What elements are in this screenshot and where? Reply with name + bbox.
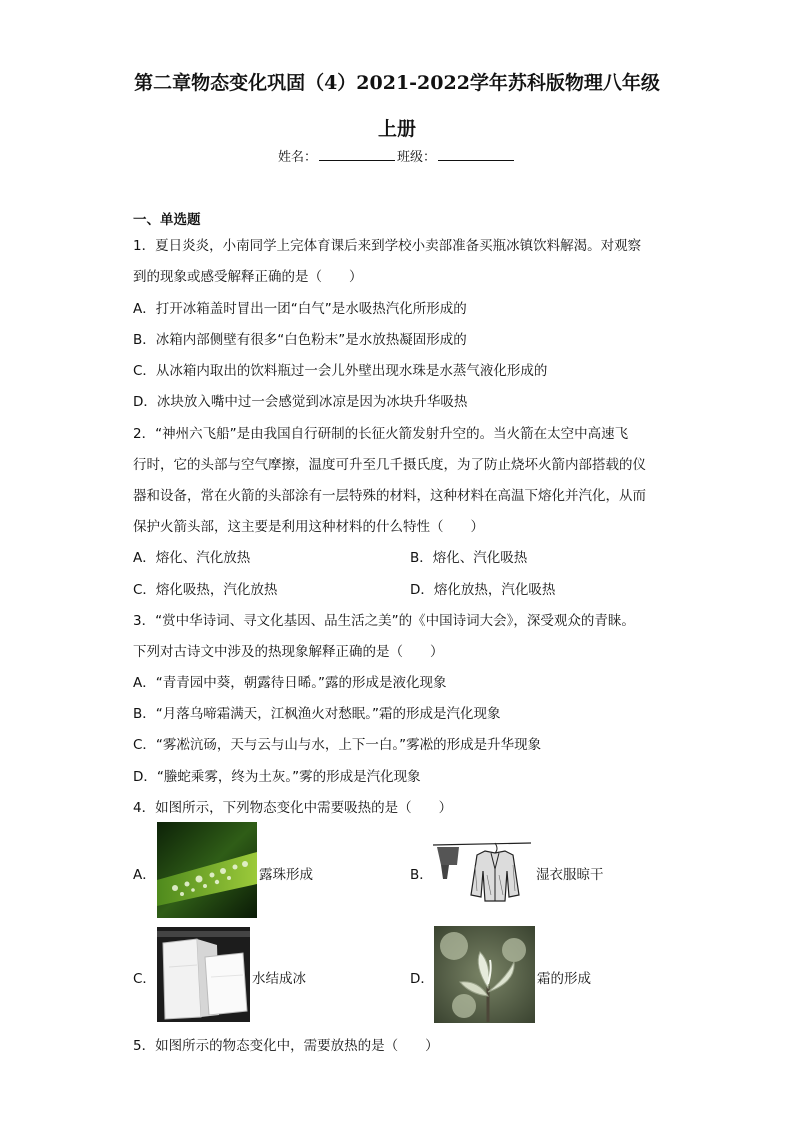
q1-option-b: B．冰箱内部侧壁有很多“白色粉末”是水放热凝固形成的 — [133, 332, 467, 348]
frost-plant-image — [434, 926, 535, 1023]
wet-clothes-image — [433, 835, 531, 907]
q4-option-d-label: D． — [410, 971, 434, 987]
page-title: 第二章物态变化巩固（4）2021-2022学年苏科版物理八年级 — [134, 72, 660, 94]
q4-option-a-label: A． — [133, 867, 156, 883]
q2-option-d: D．熔化放热，汽化吸热 — [410, 582, 556, 598]
q4-option-c-label: C． — [133, 971, 156, 987]
q1-stem-1: 1．夏日炎炎，小南同学上完体育课后来到学校小卖部准备买瓶冰镇饮料解渴。对观察 — [133, 238, 642, 254]
q3-option-b: B．“月落乌啼霜满天，江枫渔火对愁眠。”霜的形成是汽化现象 — [133, 706, 501, 722]
q4-option-d-caption: 霜的形成 — [537, 971, 591, 987]
q2-option-a: A．熔化、汽化放热 — [133, 550, 251, 566]
q1-option-a: A．打开冰箱盖时冒出一团“白气”是水吸热汽化所形成的 — [133, 301, 467, 317]
q4-stem: 4．如图所示，下列物态变化中需要吸热的是（ ） — [133, 800, 453, 816]
q5-stem: 5．如图所示的物态变化中，需要放热的是（ ） — [133, 1038, 439, 1054]
q2-option-c: C．熔化吸热，汽化放热 — [133, 582, 278, 598]
q4-option-b-label: B． — [410, 867, 433, 883]
q3-stem-1: 3．“赏中华诗词、寻文化基因、品生活之美”的《中国诗词大会》，深受观众的青睐。 — [133, 613, 635, 629]
q4-option-a-caption: 露珠形成 — [259, 867, 313, 883]
q2-stem-2: 行时，它的头部与空气摩擦，温度可升至几千摄氏度，为了防止烧坏火箭内部搭载的仪 — [133, 457, 646, 473]
class-blank[interactable] — [438, 148, 514, 161]
q2-stem-1: 2．“神州六飞船”是由我国自行研制的长征火箭发射升空的。当火箭在太空中高速飞 — [133, 426, 629, 442]
q3-option-a: A．“青青园中葵，朝露待日晞。”露的形成是液化现象 — [133, 675, 447, 691]
q2-stem-3: 器和设备，常在火箭的头部涂有一层特殊的材料，这种材料在高温下熔化并汽化，从而 — [133, 488, 646, 504]
q2-option-b: B．熔化、汽化吸热 — [410, 550, 528, 566]
q1-option-c: C．从冰箱内取出的饮料瓶过一会儿外壁出现水珠是水蒸气液化形成的 — [133, 363, 548, 379]
q4-option-b-caption: 湿衣服晾干 — [536, 867, 604, 883]
q3-option-d: D．“螣蛇乘雾，终为土灰。”雾的形成是汽化现象 — [133, 769, 421, 785]
student-info-line — [0, 146, 794, 165]
section-heading: 一、单选题 — [133, 212, 201, 228]
q1-stem-2: 到的现象或感受解释正确的是（ ） — [133, 269, 363, 285]
q1-option-d: D．冰块放入嘴中过一会感觉到冰凉是因为冰块升华吸热 — [133, 394, 468, 410]
dew-leaf-image — [157, 822, 257, 918]
name-blank[interactable] — [319, 148, 395, 161]
page-title-cont: 上册 — [377, 118, 416, 140]
q3-option-c: C．“雾凇沆砀，天与云与山与水，上下一白。”雾凇的形成是升华现象 — [133, 737, 542, 753]
class-label: 班级： — [397, 150, 437, 165]
q2-stem-4: 保护火箭头部，这主要是利用这种材料的什么特性（ ） — [133, 519, 484, 535]
name-label: 姓名： — [277, 150, 317, 165]
q3-stem-2: 下列对古诗文中涉及的热现象解释正确的是（ ） — [133, 644, 444, 660]
q4-option-c-caption: 水结成冰 — [252, 971, 306, 987]
ice-blocks-image — [157, 927, 250, 1022]
